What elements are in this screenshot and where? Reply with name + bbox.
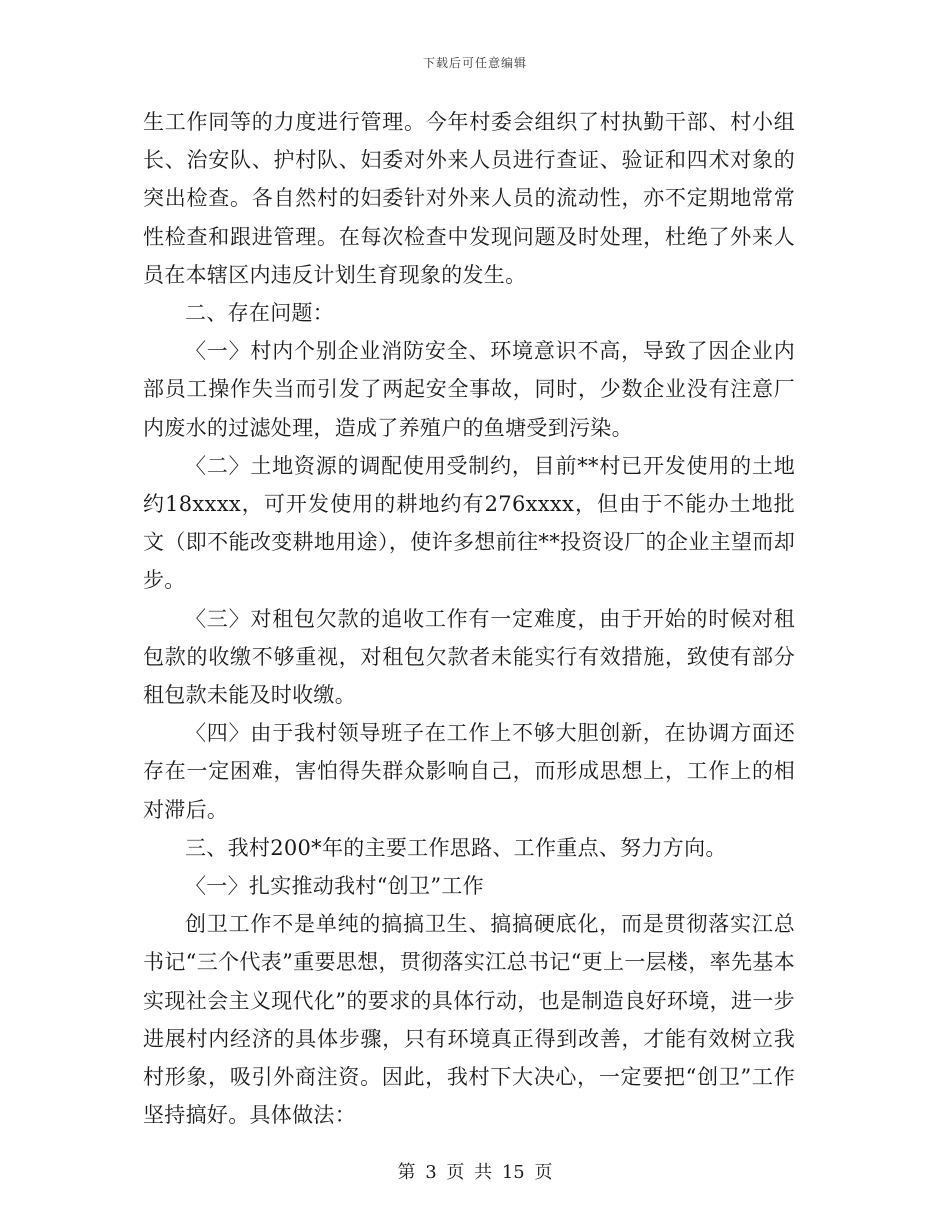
paragraph-problem-3: 〈三〉对租包欠款的追收工作有一定难度，由于开始的时候对租包款的收缴不够重视，对租包欠款者未能实行有效措施，致使有部分租包款未能及时收缴。 (143, 606, 795, 708)
paragraph-problem-2: 〈二〉土地资源的调配使用受制约，目前**村已开发使用的土地约18xxxx，可开发使用的耕地约有276xxxx，但由于不能办土地批文（即不能改变耕地用途），使许多想前往**投资设厂的企业主望而却步。 (143, 453, 795, 593)
paragraph-problem-1: 〈一〉村内个别企业消防安全、环境意识不高，导致了因企业内部员工操作失当而引发了两起安全事故，同时，少数企业没有注意厂内废水的过滤处理，造成了养殖户的鱼塘受到污染。 (143, 339, 795, 440)
page-header: 下载后可任意编辑 (422, 56, 527, 70)
subheading-plan-1: 〈一〉扎实推动我村“创卫”工作 (185, 874, 484, 899)
paragraph-plan-1: 创卫工作不是单纯的搞搞卫生、搞搞硬底化，而是贯彻落实江总书记“三个代表”重要思想，贯彻落实江总书记“更上一层楼，率先基本实现社会主义现代化”的要求的具体行动，也是制造良好环境，进一步进展村内经济的具体步骤，只有环境真正得到改善，才能有效树立我村形象，吸引外商注资。因此，我村下大决心，一定要把“创卫”工作坚持搞好。具体做法： (143, 912, 795, 1128)
section-heading-problems: 二、存在问题： (185, 301, 335, 326)
paragraph-problem-4: 〈四〉由于我村领导班子在工作上不够大胆创新，在协调方面还存在一定困难，害怕得失群众影响自己，而形成思想上，工作上的相对滞后。 (143, 721, 795, 822)
page-footer: 第 3 页 共 15 页 (397, 1162, 553, 1183)
section-heading-plans: 三、我村200*年的主要工作思路、工作重点、努力方向。 (185, 835, 727, 860)
paragraph-continuation: 生工作同等的力度进行管理。今年村委会组织了村执勤干部、村小组长、治安队、护村队、妇委对外来人员进行查证、验证和四术对象的突出检查。各自然村的妇委针对外来人员的流动性，亦不定期地常常性检查和跟进管理。在每次检查中发现问题及时处理，杜绝了外来人员在本辖区内违反计划生育现象的发生。 (143, 110, 795, 287)
document-body (143, 103, 795, 1134)
